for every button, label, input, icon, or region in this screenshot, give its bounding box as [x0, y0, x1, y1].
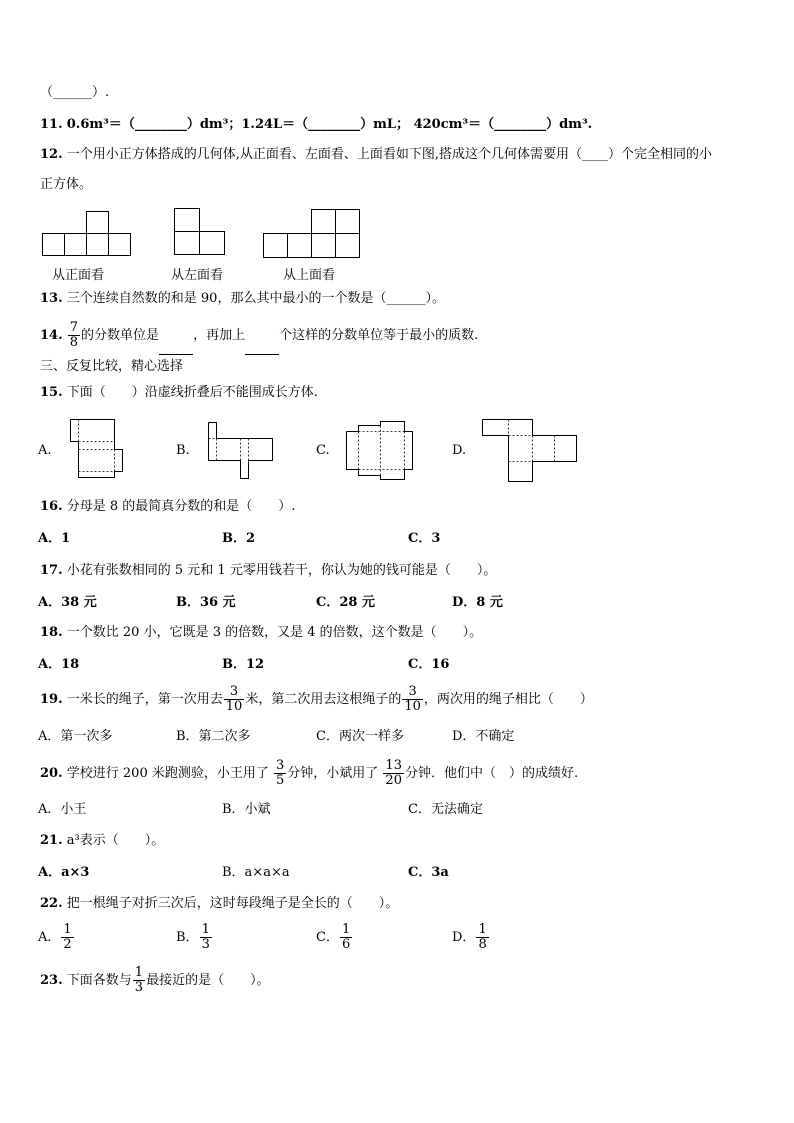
- front-view-caption: 从正面看: [52, 268, 105, 283]
- left-view-caption: 从左面看: [171, 268, 224, 283]
- question-text: a³表示（ ）。: [66, 833, 165, 848]
- q19-text-a: 一米长的绳子，第一次用去: [66, 692, 223, 707]
- fraction-1-3: $\frac{1}{3}$: [134, 965, 144, 995]
- net-c-figure: [346, 421, 414, 483]
- q20-text-c: 分钟．他们中（ ）的成绩好.: [404, 766, 579, 781]
- q20-text-b: 分钟，小斌用了: [287, 766, 379, 781]
- option-a: A．18: [38, 657, 80, 672]
- fraction-3-10: $\frac{3}{10}$: [404, 684, 421, 714]
- option-a: A.: [38, 443, 52, 458]
- q10-tail: （______）.: [40, 85, 110, 100]
- option-d: D.: [452, 443, 467, 458]
- question-number: 21.: [40, 833, 63, 848]
- question-number: 14.: [40, 328, 63, 343]
- option-a: A．第一次多: [38, 729, 113, 744]
- option-a: A．1: [38, 531, 71, 546]
- question-number: 23.: [40, 973, 63, 988]
- left-view-figure: [174, 208, 228, 256]
- section-heading: 三、反复比较，精心选择: [40, 359, 184, 374]
- option-b: B．36 元: [176, 595, 236, 610]
- option-c: C．16: [408, 657, 450, 672]
- fraction-3-10: $\frac{3}{10}$: [225, 684, 243, 714]
- net-a-figure: [70, 419, 124, 479]
- question-text: 0.6m³＝（________）dm³；1.24L＝（________）mL； 420cm³＝（________）dm³.: [66, 117, 593, 132]
- question-number: 12.: [40, 147, 63, 162]
- q14-text-a: 的分数单位是: [81, 328, 160, 343]
- question-text: 下面（ ）沿虚线折叠后不能围成长方体.: [66, 385, 318, 400]
- question-20: [40, 756, 578, 792]
- fraction-1-8: $\frac{1}{8}$: [478, 922, 487, 952]
- q14-text-c: 个这样的分数单位等于最小的质数.: [279, 328, 479, 343]
- option-b: B．a×a×a: [222, 865, 290, 880]
- front-view-figure: [42, 210, 132, 256]
- q20-text-a: 学校进行 200 米跑测验，小王用了: [66, 766, 269, 781]
- option-b: B．2: [222, 531, 256, 546]
- net-d-figure: [482, 419, 578, 483]
- question-11: [40, 116, 592, 134]
- question-text: 一个数比 20 小，它既是 3 的倍数，又是 4 的倍数，这个数是（ ）。: [66, 625, 483, 640]
- option-a: A． $\frac{1}{2}$: [38, 922, 72, 952]
- option-b: B.: [176, 443, 190, 458]
- option-d: D．8 元: [452, 595, 503, 610]
- question-16: [40, 498, 295, 516]
- question-18: [40, 624, 482, 642]
- question-number: 19.: [40, 692, 63, 707]
- top-view-figure: [263, 208, 363, 258]
- q23-text-a: 下面各数与: [66, 973, 132, 988]
- q23-text-b: 最接近的是（ ）。: [146, 973, 270, 988]
- option-c: C．3: [408, 531, 441, 546]
- fraction-13-20: $\frac{13}{20}$: [385, 758, 402, 788]
- question-23: [40, 963, 270, 999]
- option-c: C．28 元: [316, 595, 375, 610]
- question-22: [40, 895, 398, 913]
- question-text: 分母是 8 的最简真分数的和是（ ）.: [66, 499, 296, 514]
- question-number: 16.: [40, 499, 63, 514]
- option-c: C．3a: [408, 865, 449, 880]
- question-13: [40, 290, 445, 308]
- question-14: [40, 318, 478, 355]
- blank: [159, 318, 193, 355]
- q14-text-b: ，再加上: [193, 328, 246, 343]
- option-d: D． $\frac{1}{8}$: [452, 922, 487, 952]
- question-text: 一个用小正方体搭成的几何体,从正面看、左面看、上面看如下图,搭成这个几何体需要用（____）个完全相同的小: [66, 147, 713, 162]
- question-number: 17.: [40, 563, 63, 578]
- question-number: 15.: [40, 385, 63, 400]
- net-b-figure: [208, 422, 278, 482]
- option-a: A．38 元: [38, 595, 97, 610]
- option-c: C．两次一样多: [316, 729, 404, 744]
- option-a: A．小王: [38, 802, 87, 817]
- question-number: 18.: [40, 625, 63, 640]
- question-text: 小花有张数相同的 5 元和 1 元零用钱若干，你认为她的钱可能是（ ）。: [66, 563, 497, 578]
- option-c: C． $\frac{1}{6}$: [316, 922, 351, 952]
- option-c: C.: [316, 443, 330, 458]
- question-19: [40, 682, 593, 718]
- question-15: [40, 384, 318, 402]
- question-number: 22.: [40, 896, 63, 911]
- question-12-line2: 正方体。: [40, 177, 93, 192]
- question-number: 13.: [40, 291, 63, 306]
- fraction-1-3: $\frac{1}{3}$: [201, 922, 210, 952]
- question-text: 把一根绳子对折三次后，这时每段绳子是全长的（ ）。: [66, 896, 399, 911]
- option-a: A．a×3: [38, 865, 90, 880]
- q19-text-b: 米，第二次用去这根绳子的: [245, 692, 402, 707]
- top-view-caption: 从上面看: [283, 268, 336, 283]
- question-number: 20.: [40, 766, 63, 781]
- option-b: B．第二次多: [176, 729, 251, 744]
- fraction-3-5: $\frac{3}{5}$: [275, 758, 285, 788]
- q19-text-c: ，两次用的绳子相比（ ）: [423, 692, 593, 707]
- fraction-7-8: $\frac{7}{8}$: [69, 320, 79, 350]
- blank: [245, 318, 279, 355]
- question-21: [40, 832, 164, 850]
- option-b: B．12: [222, 657, 265, 672]
- option-b: B．小斌: [222, 802, 271, 817]
- option-b: B． $\frac{1}{3}$: [176, 922, 210, 952]
- question-text: 三个连续自然数的和是 90，那么其中最小的一个数是（______）。: [66, 291, 445, 306]
- question-number: 11.: [40, 117, 63, 132]
- fraction-1-2: $\frac{1}{2}$: [63, 922, 72, 952]
- question-12: [40, 146, 712, 164]
- option-d: D．不确定: [452, 729, 515, 744]
- option-c: C．无法确定: [408, 802, 483, 817]
- fraction-1-6: $\frac{1}{6}$: [341, 922, 351, 952]
- question-17: [40, 562, 496, 580]
